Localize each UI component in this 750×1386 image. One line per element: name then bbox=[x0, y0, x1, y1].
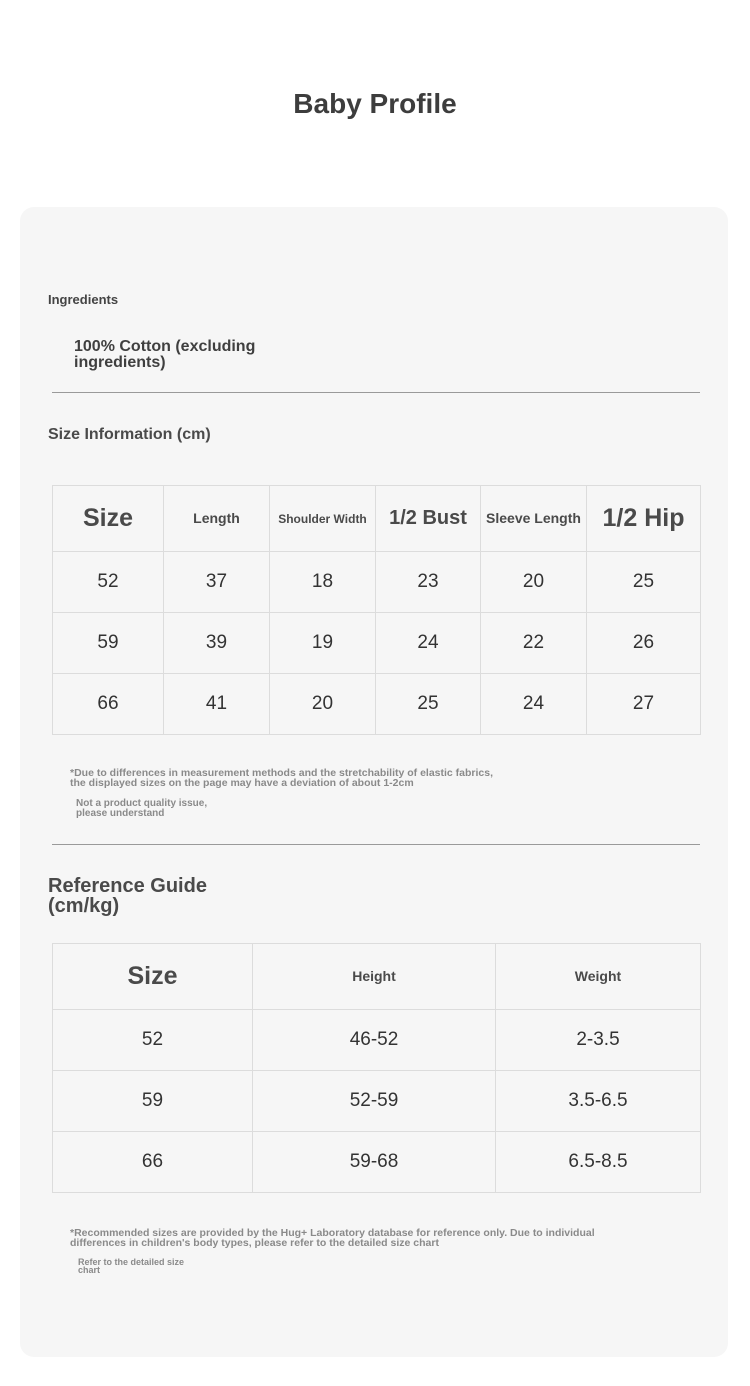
divider bbox=[52, 392, 700, 393]
header-cell: Size bbox=[53, 944, 253, 1010]
table-cell: 25 bbox=[376, 674, 481, 735]
table-cell: 52 bbox=[53, 1010, 253, 1071]
recommendation-note: *Recommended sizes are provided by the Hug+ Laboratory database for reference only. Due to individual differences in children's body types, please refer to the detailed size chart bbox=[70, 1227, 595, 1249]
table-cell: 6.5-8.5 bbox=[496, 1132, 701, 1193]
size-info-title: Size Information (cm) bbox=[48, 426, 211, 443]
quality-note: Not a product quality issue, please understand bbox=[76, 798, 208, 819]
table-cell: 41 bbox=[164, 674, 270, 735]
table-cell: 52 bbox=[53, 552, 164, 613]
table-row bbox=[53, 1010, 701, 1071]
table-row bbox=[53, 552, 701, 613]
table-row bbox=[53, 674, 701, 735]
header-cell: Sleeve Length bbox=[481, 486, 587, 552]
table-cell: 20 bbox=[270, 674, 376, 735]
table-cell: 20 bbox=[481, 552, 587, 613]
table-row bbox=[53, 613, 701, 674]
table-cell: 2-3.5 bbox=[496, 1010, 701, 1071]
page-title: Baby Profile bbox=[293, 88, 457, 119]
size-deviation-note: *Due to differences in measurement methods and the stretchability of elastic fabrics, the displayed sizes on the page may have a deviation of about 1-2cm bbox=[70, 767, 494, 789]
header-cell: Height bbox=[253, 944, 496, 1010]
table-cell: 46-52 bbox=[253, 1010, 496, 1071]
header-cell: Shoulder Width bbox=[270, 486, 376, 552]
size-table bbox=[52, 485, 701, 735]
profile-card bbox=[20, 207, 728, 1357]
table-cell: 23 bbox=[376, 552, 481, 613]
table-cell: 52-59 bbox=[253, 1071, 496, 1132]
header-cell: Size bbox=[53, 486, 164, 552]
table-cell: 3.5-6.5 bbox=[496, 1071, 701, 1132]
table-cell: 26 bbox=[587, 613, 701, 674]
table-cell: 37 bbox=[164, 552, 270, 613]
table-cell: 66 bbox=[53, 674, 164, 735]
table-header-row bbox=[53, 944, 701, 1010]
header-cell: Length bbox=[164, 486, 270, 552]
table-row bbox=[53, 1071, 701, 1132]
header-cell: 1/2 Hip bbox=[587, 486, 701, 552]
table-cell: 59 bbox=[53, 613, 164, 674]
reference-table bbox=[52, 943, 701, 1193]
divider bbox=[52, 844, 700, 845]
header-cell: 1/2 Bust bbox=[376, 486, 481, 552]
header-cell: Weight bbox=[496, 944, 701, 1010]
ingredients-label: Ingredients bbox=[48, 292, 119, 307]
table-cell: 25 bbox=[587, 552, 701, 613]
table-row bbox=[53, 1132, 701, 1193]
table-cell: 18 bbox=[270, 552, 376, 613]
table-cell: 39 bbox=[164, 613, 270, 674]
table-cell: 59-68 bbox=[253, 1132, 496, 1193]
table-cell: 19 bbox=[270, 613, 376, 674]
table-cell: 66 bbox=[53, 1132, 253, 1193]
table-cell: 27 bbox=[587, 674, 701, 735]
table-cell: 24 bbox=[481, 674, 587, 735]
ingredients-value: 100% Cotton (excluding ingredients) bbox=[74, 338, 256, 371]
size-chart-note: Refer to the detailed size chart bbox=[78, 1257, 185, 1275]
reference-guide-title: Reference Guide (cm/kg) bbox=[48, 875, 207, 917]
table-cell: 24 bbox=[376, 613, 481, 674]
table-header-row bbox=[53, 486, 701, 552]
table-cell: 22 bbox=[481, 613, 587, 674]
table-cell: 59 bbox=[53, 1071, 253, 1132]
